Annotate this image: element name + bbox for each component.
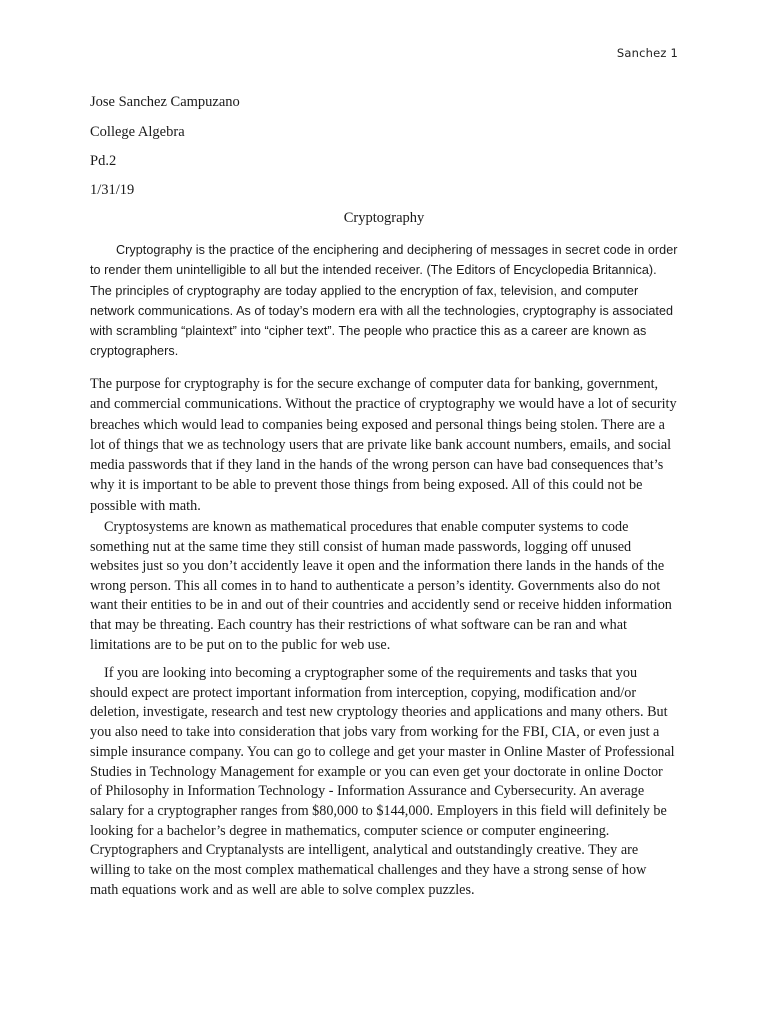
document-date: 1/31/19 [90,182,135,198]
paragraph-2: The purpose for cryptography is for the secure exchange of computer data for banking, government, and commercial communications. Without the practice of cryptography we would have a lot of security breaches which would lead to companies being exposed and personal things being stolen. There are a lot of things that we as technology users that are private like bank account numbers, emails, and social media passwords that if they land in the hands of the wrong person can have bad consequences that’s why it is important to be able to prevent those things from being exposed. All of this could not be possible with math. [90,376,677,514]
paragraph-1: Cryptography is the practice of the enciphering and deciphering of messages in secret code in order to render them unintelligible to all but the intended receiver. (The Editors of Encyclopedia Britannica). The principles of cryptography are today applied to the encryption of fax, television, and computer network communications. As of today’s modern era with all the technologies, cryptography is associated with scrambling “plaintext” into “cipher text”. The people who practice this as a career are known as cryptographers. [90,243,678,359]
class-period: Pd.2 [90,153,117,169]
paragraph-3: Cryptosystems are known as mathematical procedures that enable computer systems to code something nut at the same time they still consist of human made passwords, logging off unused websites just so you don’t accidently leave it open and the information there lands in the hands of the wrong person. This all comes in to hand to authenticate a person’s identity. Governments also do not want their entities to be in and out of their countries and accidently send or receive hidden information that may be threating. Each country has their restrictions of what software can be ran and what limitations are to be put on to the public for web use. [90,519,672,653]
course-name: College Algebra [90,124,185,140]
document-title: Cryptography [343,210,425,226]
author-name: Jose Sanchez Campuzano [90,94,240,110]
paragraph-4: If you are looking into becoming a cryptographer some of the requirements and tasks that you should expect are protect important information from interception, copying, modification and/or deletion, investigate, research and test new cryptology theories and applications and many others. But you also need to take into consideration that jobs vary from working for the FBI, CIA, or even just a simple insurance company. You can go to college and get your master in Online Master of Professional Studies in Technology Management for example or you can even get your doctorate in online Doctor of Philosophy in Information Technology - Information Assurance and Cybersecurity. An average salary for a cryptographer ranges from $80,000 to $144,000. Employers in this field will definitely be looking for a bachelor’s degree in mathematics, computer science or computer engineering. Cryptographers and Cryptanalysts are intelligent, analytical and outstandingly creative. They are willing to take on the most complex mathematical challenges and they have a strong sense of how math equations work and as well are able to solve complex puzzles. [90,665,675,898]
page-header-label: Sanchez 1 [616,46,678,60]
